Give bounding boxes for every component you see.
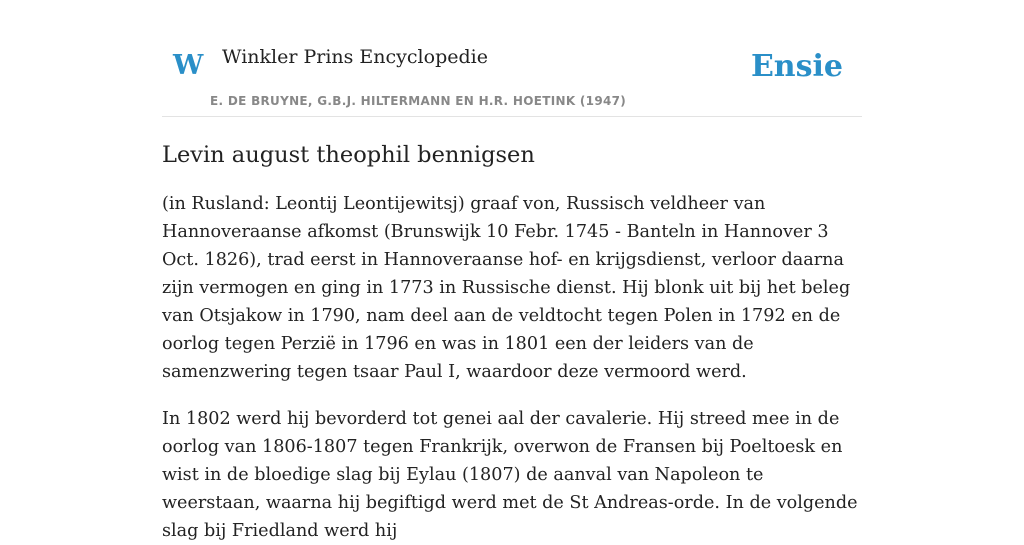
encyclopedia-authors: E. DE BRUYNE, G.B.J. HILTERMANN EN H.R. HOETINK (1947) bbox=[210, 94, 627, 108]
article-paragraph: (in Rusland: Leontij Leontijewitsj) graaf von, Russisch veldheer van Hannoveraanse afkomst (Brunswijk 10 Febr. 1745 - Banteln in Hannover 3 Oct. 1826), trad eerst in Hannoveraanse hof- en krijgsdienst, verloor daarna zijn vermogen en ging in 1773 in Russische dienst. Hij blonk uit bij het beleg van Otsjakow in 1790, nam deel aan de veldtocht tegen Polen in 1792 en de oorlog tegen Perzië in 1796 en was in 1801 een der leiders van de samenzwering tegen tsaar Paul I, waardoor deze vermoord werd. bbox=[162, 194, 851, 382]
article bbox=[162, 138, 862, 545]
logo-w-icon[interactable]: W bbox=[173, 50, 204, 81]
article-paragraph: In 1802 werd hij bevorderd tot genei aal der cavalerie. Hij streed mee in de oorlog van 1806-1807 tegen Frankrijk, overwon de Fransen bij Poeltoesk en wist in de bloedige slag bij Eylau (1807) de aanval van Napoleon te weerstaan, waarna hij begiftigd werd met de St Andreas-orde. In de volgende slag bij Friedland werd hij bbox=[162, 409, 858, 541]
site-header bbox=[162, 0, 862, 117]
article-title: Levin august theophil bennigsen bbox=[162, 142, 535, 168]
encyclopedia-title[interactable]: Winkler Prins Encyclopedie bbox=[222, 46, 488, 68]
ensie-logo-link[interactable]: Ensie bbox=[750, 49, 843, 84]
